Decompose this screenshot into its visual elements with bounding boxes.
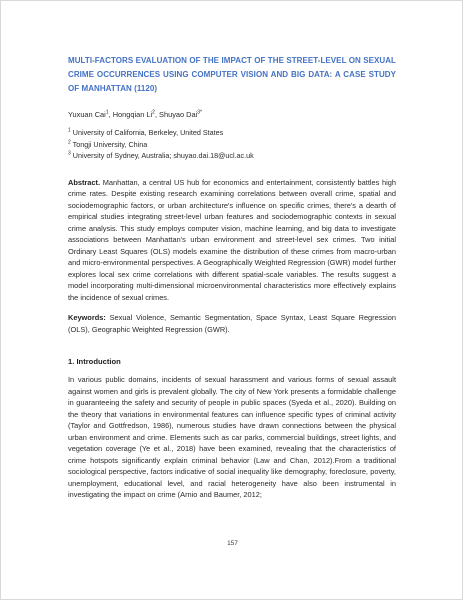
author-name: Shuyao Dai xyxy=(159,110,198,119)
abstract-label: Abstract. xyxy=(68,177,101,187)
keywords xyxy=(68,312,396,335)
affiliation: $^1$ University of California, Berkeley, United States xyxy=(68,127,224,137)
author-affiliation-marker: 2 xyxy=(152,109,155,116)
author-list: Yuxuan Cai$^1$, Hongqian Li$^2$, Shuyao Dai$^{3*}$ xyxy=(68,109,202,119)
affiliation: $^3$ University of Sydney, Australia; shuyao.dai.18@ucl.ac.uk xyxy=(68,150,254,160)
section-heading: 1. Introduction xyxy=(68,357,121,366)
author-affiliation-marker: 3* xyxy=(197,109,202,116)
introduction-paragraph: In various public domains, incidents of sexual harassment and various forms of sexual assault against women and girls is prevalent globally. The city of New York presents a formidable challenge in guaranteeing the safety and security of people in public spaces (Syeda et al., 2020). Building on the theory that variations in environmental features can influence specific types of criminal activity (Taylor and Gottfredson, 1986), numerous studies have drawn connections between the physical urban environment and crime. Elements such as car parks, commercial buildings, street lights, and vegetation coverage (Ye et al., 2018) have been examined, revealing that the characteristics of crime hotspots significantly explain criminal behavior (Law and Chan, 2012).From a traditional sociological perspective, factors indicative of social inequality like demography, foreclosure, poverty, unemployment, educational level, and racial heterogeneity have also been instrumental in investigating the impact on crime (Arnio and Baumer, 2012; xyxy=(68,375,396,499)
author-affiliation-marker: 1 xyxy=(105,109,109,116)
page-content xyxy=(68,54,396,508)
abstract-text: Manhattan, a central US hub for economics and entertainment, consistently battles high crime rates. Despite existing research examining correlations between overall crime, spatial and sociodemographic factors, or urban architecture's influence on specific crimes, there's a dearth of empirical studies integrating street-level urban features and sociodemographic contexts in sexual crime analysis. This study employs computer vision, machine learning, and big data to investigate associations between Manhattan's urban environment and street-level sex crimes. Two initial Ordinary Least Squares (OLS) models examine the distribution of these crimes from macro-urban and micro-environmental perspectives. A Geographically Weighted Regression (GWR) model further explores local sex crime correlations with different spatial-scale variables. The results suggest a model incorporating multi-dimensional microenvironmental characteristics more effectively explains the incidence of sexual crimes. xyxy=(68,177,396,302)
paper-title: MULTI-FACTORS EVALUATION OF THE IMPACT OF THE STREET-LEVEL ON SEXUAL CRIME OCCURRENCES USING COMPUTER VISION AND BIG DATA: A CASE STUDY OF MANHATTAN (1120) xyxy=(68,56,396,93)
keywords-label: Keywords: xyxy=(68,313,106,322)
abstract xyxy=(68,177,396,304)
author-name: Yuxuan Cai xyxy=(68,110,106,119)
affiliation: $^2$ Tongji University, China xyxy=(68,139,148,149)
author-name: Hongqian Li xyxy=(112,110,153,119)
affiliation-list xyxy=(68,127,396,162)
keywords-text: Sexual Violence, Semantic Segmentation, Space Syntax, Least Square Regression (OLS), Geographic Weighted Regression (GWR). xyxy=(68,313,396,334)
page-number: 157 xyxy=(227,540,238,547)
